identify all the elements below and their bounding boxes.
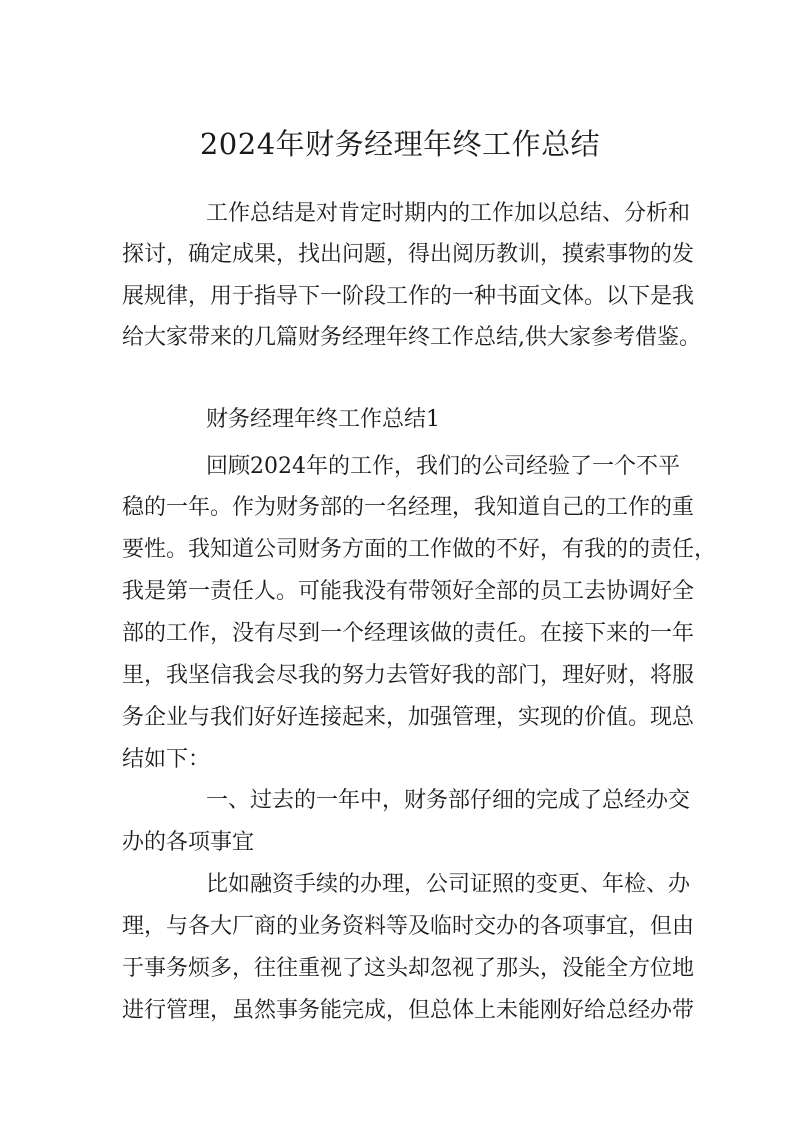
intro-line: 展规律，用于指导下一阶段工作的一种书面文体。以下是我 — [122, 284, 695, 309]
point-one-line: 办的各项事宜 — [122, 830, 255, 855]
body-line: 里，我坚信我会尽我的努力去管好我的部门，理好财，将服 — [122, 663, 695, 688]
intro-line: 给大家带来的几篇财务经理年终工作总结,供大家参考借鉴。 — [122, 325, 701, 350]
body-line: 回顾2024年的工作，我们的公司经验了一个不平 — [206, 454, 680, 479]
body-line: 部的工作，没有尽到一个经理该做的责任。在接下来的一年 — [122, 621, 695, 646]
body-line: 结如下： — [122, 747, 211, 772]
intro-line: 探讨，确定成果，找出问题，得出阅历教训，摸索事物的发 — [122, 242, 695, 267]
point-one-line: 一、过去的一年中，财务部仔细的完成了总经办交 — [206, 788, 691, 813]
body-line: 稳的一年。作为财务部的一名经理，我知道自己的工作的重 — [122, 495, 695, 520]
detail-line: 进行管理，虽然事务能完成，但总体上未能刚好给总经办带 — [122, 998, 695, 1023]
body-line: 我是第一责任人。可能我没有带领好全部的员工去协调好全 — [122, 579, 695, 604]
document-title: 2024年财务经理年终工作总结 — [199, 127, 601, 161]
detail-line: 比如融资手续的办理，公司证照的变更、年检、办 — [206, 872, 691, 897]
detail-line: 于事务烦多，往往重视了这头却忽视了那头，没能全方位地 — [122, 956, 695, 981]
body-line: 要性。我知道公司财务方面的工作做的不好，有我的的责任， — [122, 537, 717, 562]
section-heading: 财务经理年终工作总结1 — [206, 407, 440, 432]
intro-line: 工作总结是对肯定时期内的工作加以总结、分析和 — [206, 201, 691, 226]
body-line: 务企业与我们好好连接起来，加强管理，实现的价值。现总 — [122, 705, 695, 730]
detail-line: 理，与各大厂商的业务资料等及临时交办的各项事宜，但由 — [122, 914, 695, 939]
